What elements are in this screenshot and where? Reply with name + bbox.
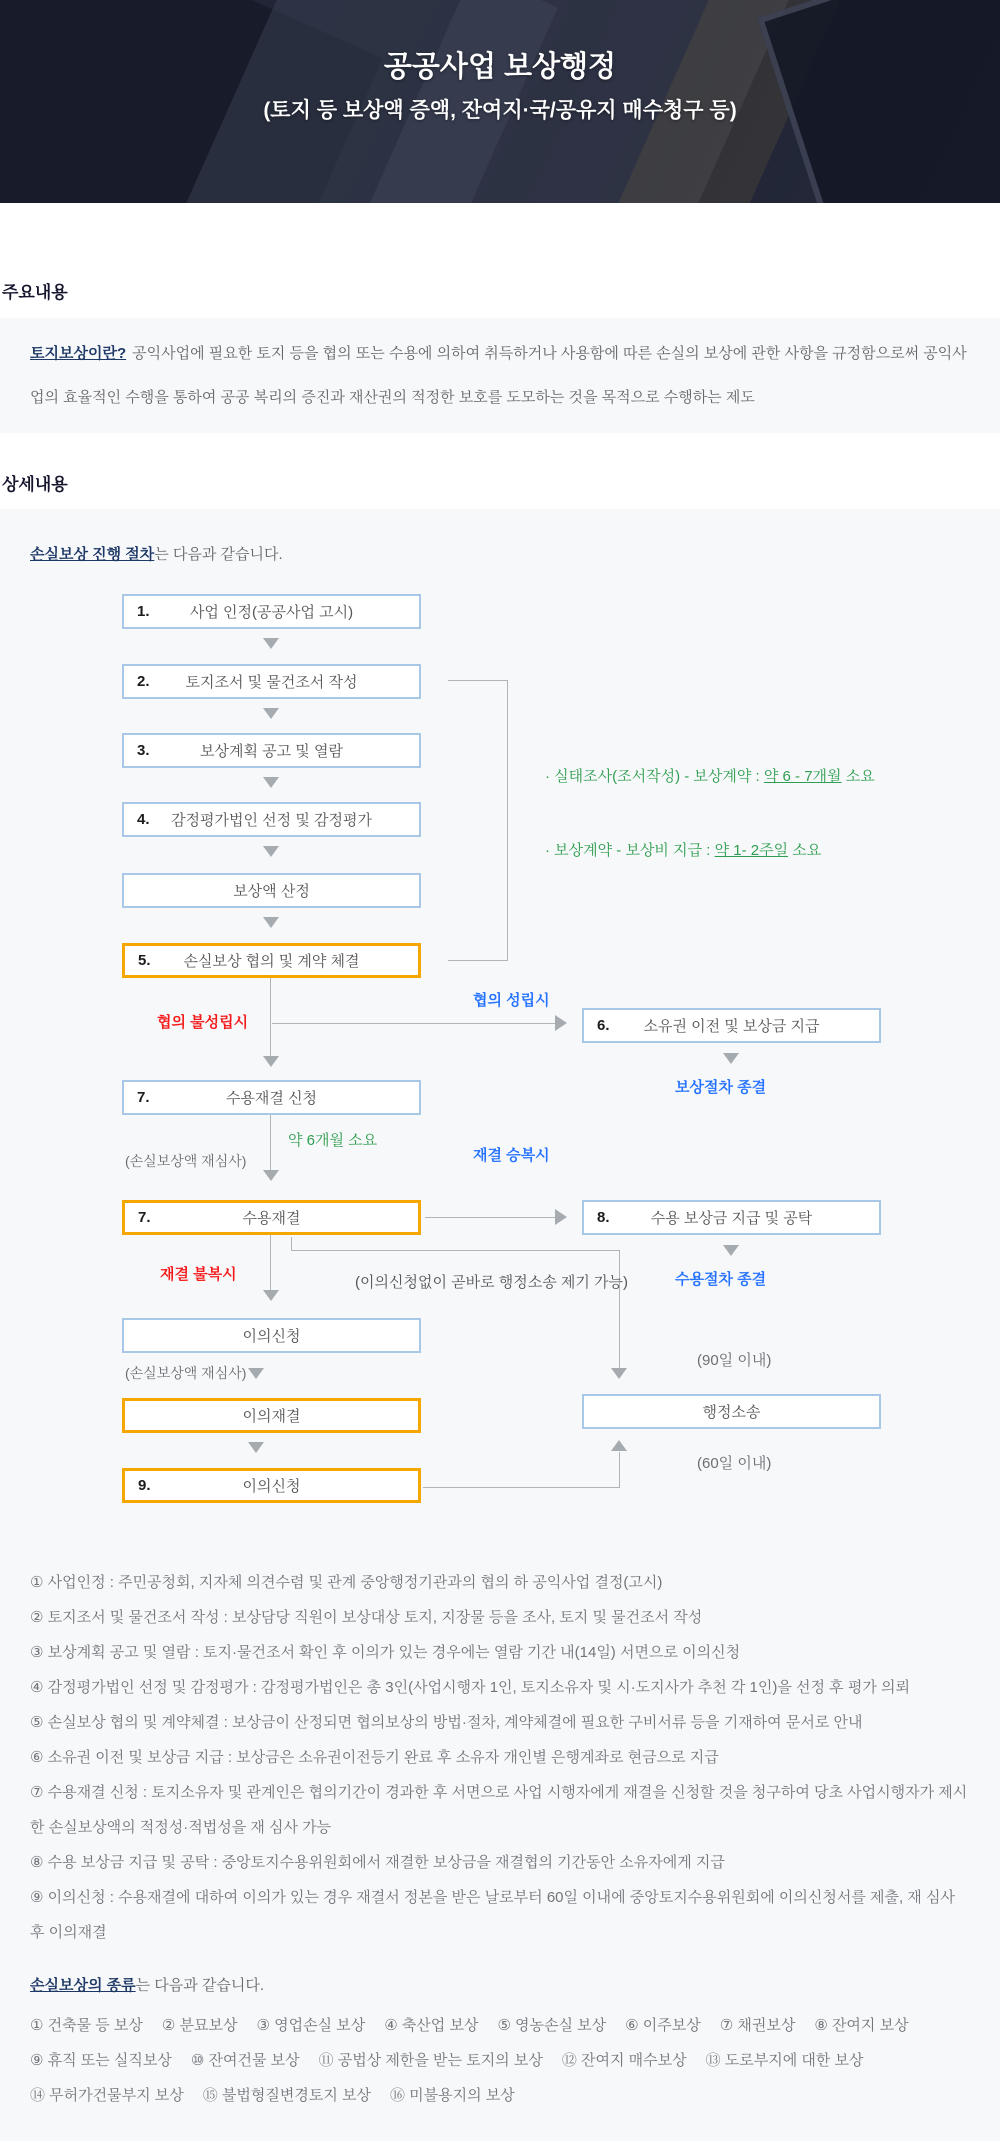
step-number: 8. (597, 1209, 610, 1226)
step-label: 손실보상 협의 및 계약 체결 (183, 953, 360, 970)
page-subtitle: (토지 등 보상액 증액, 잔여지·국/공유지 매수청구 등) (263, 99, 737, 122)
note-duration: 약 1- 2주일 (714, 842, 789, 859)
step-number: 7. (138, 1209, 151, 1226)
types-link[interactable]: 손실보상의 종류 (30, 1977, 136, 1994)
note-text: · 실태조사(조서작성) - 보상계약 : (545, 768, 764, 785)
step-label: 토지조서 및 물건조서 작성 (185, 674, 358, 691)
flow-step-7a (122, 1080, 421, 1115)
connector-line (272, 1023, 555, 1024)
arrow-down-icon (248, 1442, 264, 1453)
flow-step-lawsuit (582, 1394, 881, 1429)
section-heading-main: 주요내용 (2, 283, 68, 302)
arrow-down-icon (263, 1170, 279, 1181)
step-label: 감정평가법인 선정 및 감정평가 (171, 812, 372, 829)
type-item: ① 건축물 등 보상 (30, 2017, 143, 2034)
bracket-line (507, 680, 508, 961)
type-item: ⑭ 무허가건물부지 보상 (30, 2087, 184, 2104)
label-no-agreement: 협의 불성립시 (157, 1014, 249, 1031)
flow-step-7b (122, 1200, 421, 1235)
label-60days: (60일 이내) (697, 1455, 772, 1472)
header-banner (0, 0, 1000, 203)
arrow-down-icon (263, 1290, 279, 1301)
type-item: ③ 영업손실 보상 (256, 2017, 366, 2034)
label-refuse-ruling: 재결 불복시 (160, 1266, 237, 1283)
connector-line (619, 1250, 620, 1368)
step-number: 2. (137, 673, 150, 690)
step-label: 사업 인정(공공사업 고시) (189, 604, 354, 621)
type-item: ⑤ 영농손실 보상 (497, 2017, 607, 2034)
label-accept-ruling: 재결 승복시 (473, 1147, 550, 1164)
step-number: 6. (597, 1017, 610, 1034)
arrow-down-icon (263, 777, 279, 788)
arrow-right-icon (555, 1015, 567, 1031)
type-item: ⑧ 잔여지 보상 (814, 2017, 909, 2034)
note-duration: 약 6 - 7개월 (763, 768, 842, 785)
step-label: 이의신청 (242, 1328, 301, 1345)
main-summary-panel (0, 318, 1000, 433)
step-number: 4. (137, 811, 150, 828)
term-link[interactable]: 토지보상이란? (30, 345, 127, 362)
flow-step-8 (582, 1200, 881, 1235)
step-number: 9. (138, 1477, 151, 1494)
flow-step-2 (122, 664, 421, 699)
step-label: 보상액 산정 (233, 883, 310, 900)
procedure-link[interactable]: 손실보상 진행 절차 (30, 546, 155, 563)
type-item: ④ 축산업 보상 (384, 2017, 479, 2034)
arrow-down-icon (248, 1368, 264, 1379)
arrow-down-icon (263, 1056, 279, 1067)
flow-step-9 (122, 1468, 421, 1503)
type-item: ⑦ 채권보상 (719, 2017, 796, 2034)
arrow-down-icon (263, 917, 279, 928)
explanation-item: ⑧ 수용 보상금 지급 및 공탁 : 중앙토지수용위원회에서 재결한 보상금을 재결협의 기간동안 소유자에게 지급 (30, 1854, 725, 1871)
types-row (30, 2008, 970, 2043)
label-6months: 약 6개월 소요 (288, 1132, 378, 1149)
type-item: ⑫ 잔여지 매수보상 (561, 2052, 687, 2069)
explanation-item: ③ 보상계획 공고 및 열람 : 토지·물건조서 확인 후 이의가 있는 경우에는 열람 기간 내(14일) 서면으로 이의신청 (30, 1644, 741, 1661)
connector-line (423, 1487, 620, 1488)
label-compensation-end: 보상절차 종결 (675, 1079, 767, 1096)
explanation-item: ⑤ 손실보상 협의 및 계약체결 : 보상금이 산정되면 협의보상의 방법·절차, 계약체결에 필요한 구비서류 등을 기재하여 문서로 안내 (30, 1714, 863, 1731)
flow-step-amount (122, 873, 421, 908)
label-expropriation-end: 수용절차 종결 (675, 1271, 767, 1288)
connector-line (291, 1237, 292, 1251)
type-item: ⑯ 미불용지의 보상 (390, 2087, 515, 2104)
types-list (0, 1996, 1000, 2113)
flow-step-4 (122, 802, 421, 837)
duration-note-payment (545, 843, 821, 859)
step-label: 이의재결 (242, 1408, 301, 1425)
compensation-flowchart (0, 565, 1000, 1545)
explanation-item: ② 토지조서 및 물건조서 작성 : 보상담당 직원이 보상대상 토지, 지장물 등을 조사, 토지 및 물건조서 작성 (30, 1609, 703, 1626)
arrow-down-icon (723, 1245, 739, 1256)
arrow-down-icon (611, 1368, 627, 1379)
arrow-down-icon (263, 708, 279, 719)
type-item: ⑬ 도로부지에 대한 보상 (705, 2052, 864, 2069)
arrow-down-icon (723, 1053, 739, 1064)
bracket-line (448, 960, 508, 961)
label-90days: (90일 이내) (697, 1352, 772, 1369)
step-label: 수용 보상금 지급 및 공탁 (650, 1210, 813, 1227)
connector-line (270, 1115, 271, 1170)
step-number: 7. (137, 1089, 150, 1106)
label-recheck-2: (손실보상액 재심사) (125, 1365, 247, 1381)
detail-panel (0, 509, 1000, 2141)
step-label: 보상계획 공고 및 열람 (200, 743, 343, 760)
step-label: 수용재결 신청 (225, 1090, 318, 1107)
type-item: ⑮ 불법형질변경토지 보상 (202, 2087, 371, 2104)
type-item: ⑥ 이주보상 (625, 2017, 701, 2034)
step-label: 행정소송 (702, 1404, 761, 1421)
label-recheck-1: (손실보상액 재심사) (125, 1153, 247, 1169)
type-item: ② 분묘보상 (161, 2017, 238, 2034)
connector-line (291, 1250, 620, 1251)
bracket-line (448, 680, 508, 681)
explanation-item: ① 사업인정 : 주민공청회, 지자체 의견수렴 및 관계 중앙행정기관과의 협의 하 공익사업 결정(고시) (30, 1574, 663, 1591)
flow-step-3 (122, 733, 421, 768)
explanation-item: ⑨ 이의신청 : 수용재결에 대하여 이의가 있는 경우 재결서 정본을 받은 날로부터 60일 이내에 중앙토지수용위원회에 이의신청서를 제출, 재 심사 후 이의재결 (30, 1889, 955, 1941)
step-label: 수용재결 (242, 1210, 301, 1227)
flow-step-objection (122, 1318, 421, 1353)
explanation-item: ④ 감정평가법인 선정 및 감정평가 : 감정평가법인은 총 3인(사업시행자 1인, 토지소유자 및 시·도지사가 추천 각 1인)을 선정 후 평가 의뢰 (30, 1679, 910, 1696)
types-intro-rest: 는 다음과 같습니다. (135, 1977, 265, 1994)
note-text: · 보상계약 - 보상비 지급 : (545, 842, 715, 859)
step-explanations (0, 1545, 1000, 1950)
arrow-right-icon (555, 1209, 567, 1225)
types-row (30, 2043, 970, 2078)
types-intro (0, 1950, 1000, 1996)
procedure-intro-rest: 는 다음과 같습니다. (154, 546, 283, 563)
note-text: 소요 (788, 842, 822, 859)
step-number: 5. (138, 952, 151, 969)
duration-note-survey (545, 769, 875, 785)
label-agreement: 협의 성립시 (473, 992, 550, 1009)
procedure-intro (0, 509, 1000, 565)
type-item: ⑪ 공법상 제한을 받는 토지의 보상 (318, 2052, 543, 2069)
flow-step-objection-ruling (122, 1398, 421, 1433)
type-item: ⑩ 잔여건물 보상 (190, 2052, 300, 2069)
page-title: 공공사업 보상행정 (383, 51, 617, 83)
arrow-down-icon (263, 638, 279, 649)
step-number: 3. (137, 742, 150, 759)
step-label: 이의신청 (242, 1478, 301, 1495)
note-text: 소요 (841, 768, 875, 785)
arrow-down-icon (263, 846, 279, 857)
flow-step-1 (122, 594, 421, 629)
connector-line (270, 978, 271, 1056)
explanation-item: ⑥ 소유권 이전 및 보상금 지급 : 보상금은 소유권이전등기 완료 후 소유자 개인별 은행계좌로 현금으로 지급 (30, 1749, 719, 1766)
explanation-item: ⑦ 수용재결 신청 : 토지소유자 및 관계인은 협의기간이 경과한 후 서면으로 사업 시행자에게 재결을 신청할 것을 청구하여 당초 사업시행자가 제시한 손실보상액의 적정성·적법성을 재 심사 가능 (30, 1784, 968, 1836)
main-summary-text: 공익사업에 필요한 토지 등을 협의 또는 수용에 의하여 취득하거나 사용함에 따른 손실의 보상에 관한 사항을 규정함으로써 공익사업의 효율적인 수행을 통하여 공공 복리의 증진과 재산권의 적정한 보호를 도모하는 것을 목적으로 수행하는 제도 (30, 345, 967, 406)
connector-line (425, 1217, 555, 1218)
flow-step-6 (582, 1008, 881, 1043)
step-label: 소유권 이전 및 보상금 지급 (643, 1018, 820, 1035)
types-row (30, 2078, 970, 2113)
label-direct-lawsuit: (이의신청없이 곧바로 행정소송 제기 가능) (355, 1274, 628, 1291)
arrow-up-icon (611, 1440, 627, 1451)
section-heading-detail: 상세내용 (2, 475, 68, 494)
connector-line (270, 1235, 271, 1290)
type-item: ⑨ 휴직 또는 실직보상 (30, 2052, 172, 2069)
connector-line (619, 1452, 620, 1487)
step-number: 1. (137, 603, 150, 620)
flow-step-5 (122, 943, 421, 978)
